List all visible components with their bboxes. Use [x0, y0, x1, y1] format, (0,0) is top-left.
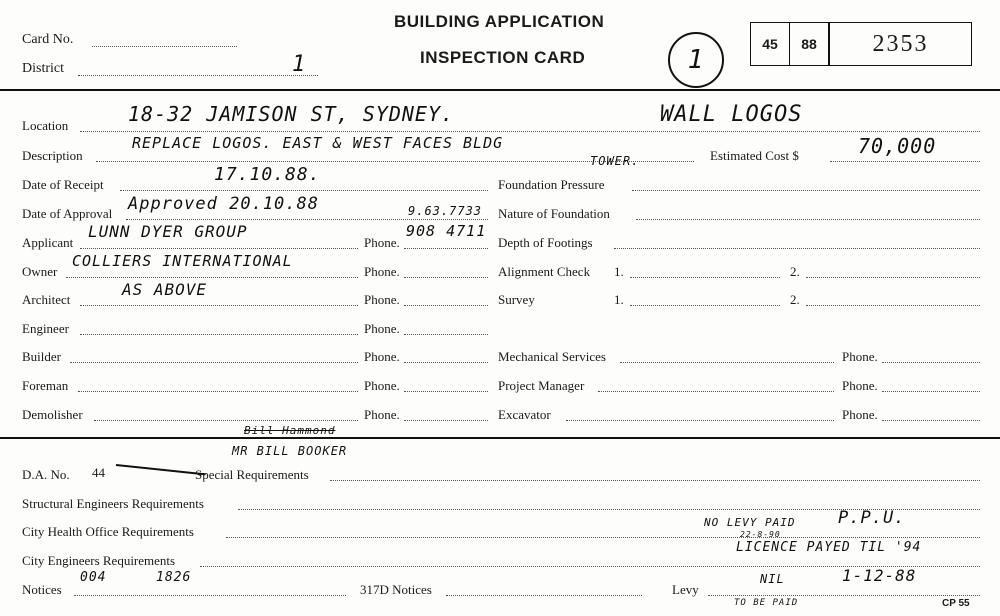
foundation-pressure-line	[632, 190, 980, 191]
project-manager-label: Project Manager	[498, 378, 585, 393]
builder-label: Builder	[22, 349, 61, 364]
foundation-pressure-label: Foundation Pressure	[498, 177, 605, 192]
structural-engineers-label: Structural Engineers Requirements	[22, 496, 204, 511]
title-line-1: BUILDING APPLICATION	[394, 12, 605, 31]
circled-number-stamp	[668, 32, 724, 88]
architect-phone-label: Phone.	[364, 292, 400, 307]
special-requirements-line	[330, 480, 980, 481]
alignment-check-1-line	[630, 277, 780, 278]
project-manager-phone-label: Phone.	[842, 378, 878, 393]
levy-value: NIL	[760, 572, 785, 586]
city-health-note: NO LEVY PAID	[704, 516, 796, 529]
alignment-check-label: Alignment Check	[498, 264, 591, 279]
middle-divider	[0, 437, 1000, 439]
demolisher-line	[94, 420, 358, 421]
mechanical-services-phone-line	[882, 362, 980, 363]
engineer-phone-label: Phone.	[364, 321, 400, 336]
applicant-phone-label: Phone.	[364, 235, 400, 250]
builder-phone-line	[404, 362, 488, 363]
owner-line	[66, 277, 358, 278]
project-manager-line	[598, 391, 834, 392]
city-health-right: P.P.U.	[838, 508, 906, 528]
description-value-2: TOWER.	[590, 154, 640, 168]
district-label: District	[22, 61, 64, 76]
estimated-cost-label: Estimated Cost $	[710, 148, 799, 163]
architect-label: Architect	[22, 292, 71, 307]
contact-name: MR BILL BOOKER	[232, 444, 348, 458]
foreman-label: Foreman	[22, 378, 69, 393]
applicant-value: LUNN DYER GROUP	[88, 222, 248, 241]
project-manager-phone-line	[882, 391, 980, 392]
city-health-date: 22-8-90	[740, 530, 781, 539]
excavator-phone-label: Phone.	[842, 407, 878, 422]
foreman-line	[78, 391, 358, 392]
builder-phone-label: Phone.	[364, 349, 400, 364]
demolisher-phone-line	[404, 420, 488, 421]
notices-line	[74, 595, 346, 596]
city-engineers-note: LICENCE PAYED TIL '94	[736, 540, 922, 555]
date-of-approval-line	[126, 219, 488, 220]
estimated-cost-value: 70,000	[858, 134, 937, 158]
applicant-line	[80, 248, 358, 249]
depth-of-footings-label: Depth of Footings	[498, 235, 593, 250]
struck-name: Bill Hammond	[244, 424, 336, 437]
alignment-check-2-label: 2.	[790, 264, 800, 279]
survey-1-label: 1.	[614, 292, 624, 307]
approval-ref-value: 9.63.7733	[408, 204, 483, 218]
date-of-receipt-value: 17.10.88.	[214, 164, 321, 185]
form-code: CP 55	[942, 598, 970, 609]
estimated-cost-line	[830, 161, 980, 162]
nature-of-foundation-line	[636, 219, 980, 220]
nature-of-foundation-label: Nature of Foundation	[498, 206, 610, 221]
excavator-phone-line	[882, 420, 980, 421]
architect-phone-line	[404, 305, 488, 306]
foreman-phone-line	[404, 391, 488, 392]
owner-phone-label: Phone.	[364, 264, 400, 279]
city-engineers-label: City Engineers Requirements	[22, 553, 176, 568]
mechanical-services-phone-label: Phone.	[842, 349, 878, 364]
owner-value: COLLIERS INTERNATIONAL	[72, 252, 293, 270]
levy-note: TO BE PAID	[734, 598, 799, 608]
da-no-stroke	[116, 464, 206, 475]
levy-line	[708, 595, 980, 596]
mechanical-services-label: Mechanical Services	[498, 349, 606, 364]
engineer-phone-line	[404, 334, 488, 335]
excavator-label: Excavator	[498, 407, 551, 422]
card-box-1-text: 45	[762, 36, 778, 52]
engineer-line	[80, 334, 358, 335]
date-of-receipt-label: Date of Receipt	[22, 177, 104, 192]
notices-label: Notices	[22, 582, 62, 597]
notices-value: 004	[80, 570, 107, 585]
district-value: 1	[292, 52, 307, 77]
location-line	[80, 131, 980, 132]
city-health-line	[226, 537, 980, 538]
mechanical-services-line	[620, 362, 834, 363]
alignment-check-1-label: 1.	[614, 264, 624, 279]
builder-line	[70, 362, 358, 363]
notices-value-2: 1826	[156, 570, 192, 585]
applicant-phone-value: 908 4711	[406, 222, 487, 240]
description-value: REPLACE LOGOS. EAST & WEST FACES BLDG	[132, 134, 504, 152]
card-box-1	[750, 22, 790, 66]
levy-label: Levy	[672, 582, 699, 597]
card-box-2	[789, 22, 829, 66]
da-no-value: 44	[92, 465, 105, 480]
architect-line	[80, 305, 358, 306]
circled-number-text: 1	[687, 45, 705, 75]
district-line	[78, 75, 318, 76]
card-box-2-text: 88	[801, 36, 817, 52]
owner-phone-line	[404, 277, 488, 278]
card-number-box	[829, 22, 972, 66]
location-value: 18-32 JAMISON ST, SYDNEY.	[128, 102, 455, 126]
notices-317d-label: 317D Notices	[360, 582, 432, 597]
card-no-label: Card No.	[22, 32, 74, 47]
applicant-label: Applicant	[22, 235, 74, 250]
card-no-line	[92, 46, 237, 47]
title-line-2: INSPECTION CARD	[420, 48, 586, 67]
depth-of-footings-line	[614, 248, 980, 249]
date-of-receipt-line	[120, 190, 488, 191]
location-label: Location	[22, 118, 69, 133]
description-label: Description	[22, 148, 83, 163]
notices-317d-line	[446, 595, 642, 596]
da-no-label: D.A. No.	[22, 467, 70, 482]
special-requirements-label: Special Requirements	[195, 467, 309, 482]
date-of-approval-label: Date of Approval	[22, 206, 113, 221]
location-right-value: WALL LOGOS	[660, 102, 803, 127]
survey-label: Survey	[498, 292, 535, 307]
card-number-text: 2353	[872, 30, 929, 57]
levy-date: 1-12-88	[842, 566, 917, 585]
excavator-line	[566, 420, 834, 421]
foreman-phone-label: Phone.	[364, 378, 400, 393]
engineer-label: Engineer	[22, 321, 69, 336]
demolisher-label: Demolisher	[22, 407, 83, 422]
survey-2-label: 2.	[790, 292, 800, 307]
date-of-approval-value: Approved 20.10.88	[128, 194, 319, 214]
demolisher-phone-label: Phone.	[364, 407, 400, 422]
header-divider	[0, 89, 1000, 91]
city-health-label: City Health Office Requirements	[22, 524, 194, 539]
owner-label: Owner	[22, 264, 58, 279]
alignment-check-2-line	[806, 277, 980, 278]
applicant-phone-line	[404, 248, 488, 249]
survey-1-line	[630, 305, 780, 306]
survey-2-line	[806, 305, 980, 306]
architect-value: AS ABOVE	[122, 280, 208, 299]
